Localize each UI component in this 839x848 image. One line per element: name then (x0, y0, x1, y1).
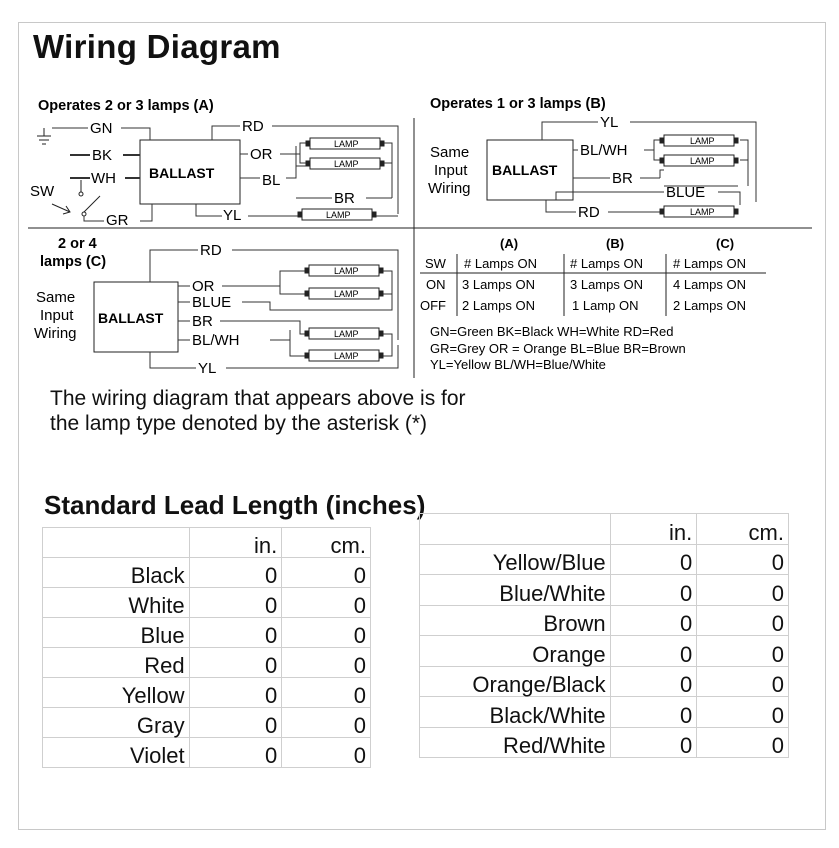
page-title: Wiring Diagram (33, 28, 281, 65)
switch-table-off-a: 2 Lamps ON (462, 298, 535, 313)
table-row (420, 697, 789, 728)
wire-c-blwh: BL/WH (192, 332, 240, 349)
lamp-c2-label: LAMP (334, 289, 359, 299)
lead-inches-cell: 0 (610, 727, 697, 758)
lead-length-table-right (419, 513, 789, 758)
diagram-a-heading: Operates 2 or 3 lamps (A) (38, 98, 214, 114)
lead-inches-cell: 0 (189, 648, 282, 678)
lead-inches-cell: 0 (189, 708, 282, 738)
lamp-c3-label: LAMP (334, 329, 359, 339)
diagram-b-same: Same (430, 144, 470, 161)
lamp-a3-label: LAMP (326, 210, 351, 220)
table-row (43, 558, 371, 588)
switch-table-off: OFF (420, 298, 446, 313)
lead-color-cell: Black (43, 558, 190, 588)
wire-label-gr: GR (106, 212, 129, 229)
lamp-c4-label: LAMP (334, 351, 359, 361)
legend-line-3: YL=Yellow BL/WH=Blue/White (430, 357, 606, 372)
wire-c-blue: BLUE (192, 294, 232, 311)
lead-inches-cell: 0 (610, 575, 697, 606)
wire-b-blwh: BL/WH (580, 142, 628, 159)
lamp-a2-label: LAMP (334, 159, 359, 169)
switch-table-on-c: 4 Lamps ON (673, 277, 746, 292)
lead-inches-cell: 0 (610, 544, 697, 575)
lead-inches-cell: 0 (189, 738, 282, 768)
diagram-b-heading: Operates 1 or 3 lamps (B) (430, 96, 606, 112)
lead-cm-cell: 0 (282, 618, 371, 648)
column-header (43, 528, 190, 558)
lead-inches-cell: 0 (189, 558, 282, 588)
diagram-c-wiring: Wiring (34, 325, 77, 342)
diagram-c-ballast-label: BALLAST (98, 310, 164, 326)
lead-inches-cell: 0 (610, 666, 697, 697)
lead-color-cell: Yellow/Blue (420, 544, 611, 575)
lead-cm-cell: 0 (697, 544, 789, 575)
wire-label-bl: BL (262, 172, 281, 189)
lead-cm-cell: 0 (697, 727, 789, 758)
table-row (420, 666, 789, 697)
lead-inches-cell: 0 (610, 697, 697, 728)
lead-cm-cell: 0 (697, 605, 789, 636)
lead-color-cell: Black/White (420, 697, 611, 728)
switch-table-header-c: (C) (716, 236, 735, 251)
lead-cm-cell: 0 (282, 738, 371, 768)
lead-color-cell: Orange (420, 636, 611, 667)
lead-length-table-left (42, 527, 371, 768)
lead-inches-cell: 0 (189, 588, 282, 618)
lead-color-cell: Red/White (420, 727, 611, 758)
table-row (43, 738, 371, 768)
table-row (420, 727, 789, 758)
wire-b-yl: YL (600, 114, 619, 131)
lead-cm-cell: 0 (282, 708, 371, 738)
table-row (43, 678, 371, 708)
lead-length-title: Standard Lead Length (inches) (44, 490, 426, 520)
lead-color-cell: Brown (420, 605, 611, 636)
lead-color-cell: Violet (43, 738, 190, 768)
switch-table-col-a: # Lamps ON (464, 256, 537, 271)
ground-icon (37, 128, 51, 144)
wiring-diagram (0, 0, 839, 380)
table-row (43, 708, 371, 738)
column-header-cm: cm. (282, 528, 371, 558)
column-header-cm: cm. (697, 514, 789, 545)
wire-b-rd: RD (578, 204, 600, 221)
lead-inches-cell: 0 (610, 636, 697, 667)
table-row (420, 636, 789, 667)
column-header (420, 514, 611, 545)
switch-table-off-b: 1 Lamp ON (572, 298, 639, 313)
wire-label-rd: RD (242, 118, 264, 135)
switch-table (420, 236, 766, 316)
switch-table-header-b: (B) (606, 236, 625, 251)
lead-cm-cell: 0 (697, 697, 789, 728)
lead-color-cell: Blue/White (420, 575, 611, 606)
diagram-a-ballast-label: BALLAST (149, 165, 215, 181)
switch-label: SW (30, 183, 55, 200)
table-header-row (420, 514, 789, 545)
lamp-b1-label: LAMP (690, 136, 715, 146)
diagram-c-heading-1: 2 or 4 (58, 236, 97, 252)
wire-b-blue: BLUE (666, 184, 706, 201)
column-header-in: in. (610, 514, 697, 545)
switch-table-on-b: 3 Lamps ON (570, 277, 643, 292)
legend-line-2: GR=Grey OR = Orange BL=Blue BR=Brown (430, 341, 686, 356)
switch-table-header-a: (A) (500, 236, 519, 251)
diagram-b-ballast-label: BALLAST (492, 162, 558, 178)
table-row (420, 575, 789, 606)
wire-label-or: OR (250, 146, 273, 163)
lamp-b3-label: LAMP (690, 207, 715, 217)
lead-color-cell: Gray (43, 708, 190, 738)
wire-c-yl: YL (198, 360, 217, 377)
column-header-in: in. (189, 528, 282, 558)
diagram-b-wiring: Wiring (428, 180, 471, 197)
lead-cm-cell: 0 (282, 648, 371, 678)
diagram-c-same: Same (36, 289, 76, 306)
lead-inches-cell: 0 (189, 678, 282, 708)
switch-table-col-b: # Lamps ON (570, 256, 643, 271)
lead-color-cell: White (43, 588, 190, 618)
wire-b-br: BR (612, 170, 633, 187)
wire-label-wh: WH (91, 170, 116, 187)
lead-inches-cell: 0 (189, 618, 282, 648)
asterisk-note-line-1: The wiring diagram that appears above is for (50, 387, 466, 410)
table-row (43, 648, 371, 678)
wire-label-yl: YL (223, 207, 242, 224)
wire-c-rd: RD (200, 242, 222, 259)
wire-c-or: OR (192, 278, 215, 295)
asterisk-note-line-2: the lamp type denoted by the asterisk (*) (50, 412, 428, 435)
lead-cm-cell: 0 (697, 666, 789, 697)
lamp-a1-label: LAMP (334, 139, 359, 149)
table-header-row (43, 528, 371, 558)
table-row (43, 588, 371, 618)
switch-table-col-c: # Lamps ON (673, 256, 746, 271)
lead-color-cell: Blue (43, 618, 190, 648)
lead-cm-cell: 0 (697, 575, 789, 606)
lamp-b2-label: LAMP (690, 156, 715, 166)
wire-label-gn: GN (90, 120, 113, 137)
lead-cm-cell: 0 (282, 588, 371, 618)
lead-inches-cell: 0 (610, 605, 697, 636)
table-row (43, 618, 371, 648)
lamp-c1-label: LAMP (334, 266, 359, 276)
wire-label-bk: BK (92, 147, 113, 164)
switch-table-off-c: 2 Lamps ON (673, 298, 746, 313)
lead-cm-cell: 0 (697, 636, 789, 667)
asterisk-note (50, 386, 466, 436)
lead-color-cell: Orange/Black (420, 666, 611, 697)
switch-table-sw: SW (425, 256, 446, 271)
table-row (420, 544, 789, 575)
switch-table-on-a: 3 Lamps ON (462, 277, 535, 292)
diagram-c-input: Input (40, 307, 74, 324)
lead-color-cell: Yellow (43, 678, 190, 708)
switch-table-on: ON (426, 277, 446, 292)
table-row (420, 605, 789, 636)
diagram-b-input: Input (434, 162, 468, 179)
legend-line-1: GN=Green BK=Black WH=White RD=Red (430, 324, 674, 339)
wire-c-br: BR (192, 313, 213, 330)
lead-color-cell: Red (43, 648, 190, 678)
diagram-c-heading-2: lamps (C) (40, 254, 107, 270)
lead-cm-cell: 0 (282, 558, 371, 588)
wire-label-br: BR (334, 190, 355, 207)
lead-cm-cell: 0 (282, 678, 371, 708)
